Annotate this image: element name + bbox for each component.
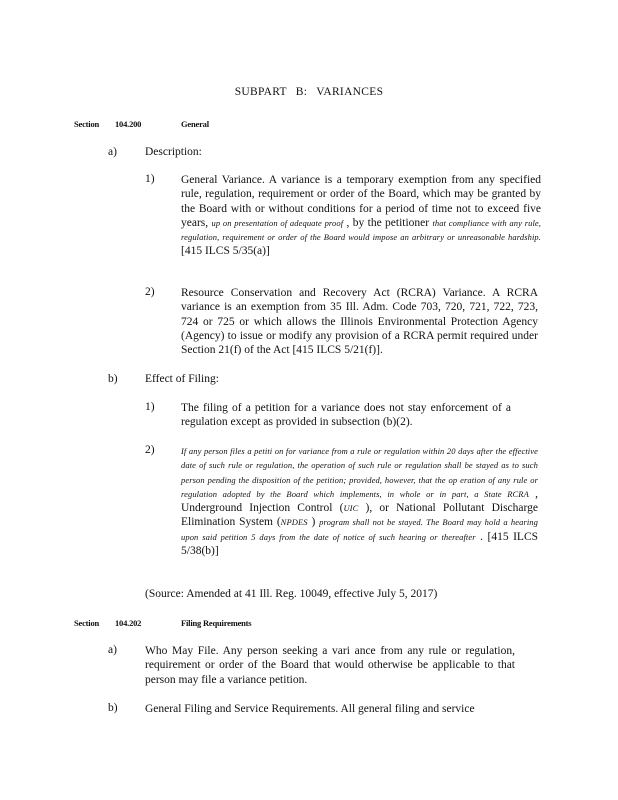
- b2-text-part: . [415 ILCS 5/38(b)]: [181, 530, 539, 558]
- subsection-b-label: b): [108, 373, 118, 385]
- a1-italic-part: up on presentation of adequate proof: [211, 217, 344, 228]
- item-a2-number: 2): [145, 286, 155, 298]
- item-b2-text: [181, 444, 538, 558]
- section-number: 104.202: [115, 618, 142, 628]
- item-a1-number: 1): [145, 173, 155, 185]
- item-a2-text: Resource Conservation and Recovery Act (RCRA) Variance. A RCRA variance is an exemption from 35 Ill. Adm. Code 703, 720, 721, 722, 723, 724 or 725 or which allows the Illinois Environmental Protection Agency (Agency) to issue or modify any provision of a RCRA permit required under Section 21(f) of the Act [415 ILCS 5/21(f)].: [181, 287, 538, 357]
- a1-italic-part: that compliance with any rule, regulation, requirement or order of the Board would impose an arbitrary or unreasonable hardship.: [181, 217, 542, 243]
- b2-italic-part: program shall not be stayed. The Board may hold a hearing upon said petition 5 days from the date of notice of such hearing or thereafter: [181, 517, 539, 542]
- subsection-d-text: General Filing and Service Requirements. All general filing and service: [145, 703, 475, 715]
- subsection-c-label: a): [108, 644, 117, 656]
- section-heading: General: [181, 119, 209, 129]
- b2-italic-part: UIC: [343, 503, 359, 514]
- subsection-d-label: b): [108, 702, 118, 714]
- b2-text-part: ), or National Pollutant Discharge Elimination System (: [181, 502, 538, 529]
- item-a1-text: [181, 173, 541, 259]
- section-number: 104.200: [115, 119, 142, 129]
- b2-italic-part: NPDES: [280, 517, 308, 528]
- a1-text-part: General Variance. A variance is a temporary exemption from any specified rule, regulation, requirement or order of the Board, which may be granted by the Board with or without conditions for a period of time not to exceed five years,: [181, 174, 541, 229]
- b2-italic-part: If any person files a petiti on for variance from a rule or regulation within 20 days after the effective date of such rule or regulation, the operation of such rule or regulation shall be stayed as to such person pending the disposition of the petition; provided, however, that the op eration of any rule or regulation adopted by the Board which implements, in whole or in part, a State RCRA: [181, 446, 538, 499]
- item-b1-text: The filing of a petition for a variance does not stay enforcement of a regulation except as provided in subsection (b)(2).: [181, 402, 511, 429]
- a1-text-part: [415 ILCS 5/35(a)]: [181, 245, 270, 258]
- subsection-b-heading: Effect of Filing:: [145, 373, 219, 385]
- section-label: Section: [74, 119, 100, 129]
- subsection-a-heading: Description:: [145, 146, 202, 158]
- item-b2-number: 2): [145, 444, 155, 456]
- source-note: (Source: Amended at 41 Ill. Reg. 10049, effective July 5, 2017): [145, 588, 438, 600]
- b2-text-part: ): [307, 516, 316, 529]
- a1-text-part: , by the petitioner: [343, 216, 430, 229]
- item-b1-number: 1): [145, 401, 155, 413]
- section-label: Section: [74, 618, 100, 628]
- subsection-a-label: a): [108, 146, 117, 158]
- section-heading: Filing Requirements: [181, 618, 252, 628]
- page-title: SUBPART B: VARIANCES: [234, 86, 384, 98]
- subsection-c-text: Who May File. Any person seeking a vari ance from any rule or regulation, requirement or order of the Board that would otherwise be applicable to that person may file a variance petition.: [145, 645, 515, 686]
- b2-text-part: , Underground Injection Control (: [181, 487, 539, 515]
